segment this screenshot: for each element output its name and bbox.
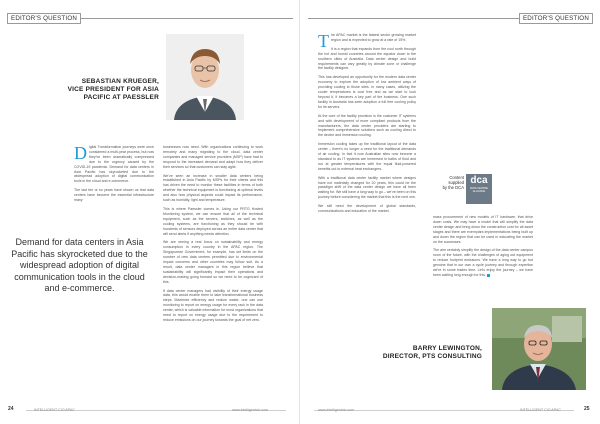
paragraph: With a traditional data center facility market where designs have not materially changed for 20 years, this could be the paradigm shift of the data center design we have all been waiting for. We still have a long way to go – we've been on this journey before considering the market that this is the next one. xyxy=(318,175,416,200)
section-tag: EDITOR'S QUESTION xyxy=(7,13,81,24)
page-number: 24 xyxy=(8,406,14,412)
speaker-name: SEBASTIAN KRUEGER, xyxy=(81,78,159,85)
header-rule xyxy=(308,18,523,19)
header-rule xyxy=(78,18,293,19)
footer-url: www.intelligentcio.com xyxy=(318,408,355,412)
right-page xyxy=(300,0,600,424)
footer-url: www.intelligentcio.com xyxy=(232,408,269,412)
pull-quote: Demand for data centers in Asia Pacific has skyrocketed due to the widespread adoption of digital communication tools in the cloud and e-commerce. xyxy=(11,237,148,293)
dropcap: T xyxy=(318,33,329,51)
speaker-namebox xyxy=(360,345,482,361)
right-column-1 xyxy=(318,33,416,397)
speaker-title-line1: VICE PRESIDENT FOR ASIA xyxy=(67,86,159,93)
speaker-title: DIRECTOR, PTS CONSULTING xyxy=(382,353,482,360)
footer-brand: INTELLIGENT CIO APAC xyxy=(34,408,75,412)
speaker-title-line2: PACIFIC AT PAESSLER xyxy=(83,94,159,101)
speaker-photo xyxy=(492,308,586,390)
speaker-name: BARRY LEWINGTON, xyxy=(412,345,482,352)
left-column-2 xyxy=(163,145,263,397)
right-column-2 xyxy=(433,215,533,315)
paragraph: This has developed an opportunity for the modern data center economy to explore the adoption of low ambient ways of providing cooling to those sites. In many cases, utilizing the cooler temperatures is cost free and as we start to look beyond it, it becomes a key part of the business. One such facility in Australia has seen adoption a full free cooling policy for its servers. xyxy=(318,75,416,109)
paragraph: It is a region that expands from the cool north through the hot and humid countries around the equator down to the southern cities of Australia. Data center design and build requirements can vary greatly by climate zone or challenge the facility designer. xyxy=(318,46,416,71)
paragraph: he APAC market is the fastest sector growing market region and is expected to grow at a rate of 15%. xyxy=(331,33,416,42)
speaker-photo xyxy=(166,34,244,120)
footer-brand: INTELLIGENT CIO APAC xyxy=(520,408,561,412)
left-column-1 xyxy=(74,145,154,235)
badge-line: supplied xyxy=(448,180,464,186)
paragraph: We are seeing a real focus on sustainability and energy consumption in every country in the APAC region. The Singaporean Government, for example, has set limits on the number of new data centers permitted due to environmental impact concerns and other countries may follow suit. As a result, data center managers in this region believe that sustainability will significantly impact their operations and decision-making going forward so we need to be cognizant of this. xyxy=(163,240,263,284)
paragraph: At the core of the facility provision is the customer IT systems and with development of more compliant products from the manufacturers, the data center providers are starting to implement comprehensive solutions such as cooling direct to the device and immersion cooling. xyxy=(318,113,416,138)
content-supplied-badge xyxy=(412,175,464,205)
paragraph: Immersion cooling takes up the traditional layout of the data center – there's no longer a need for the traditional demands of air cooling. In fact it now Australian sites now become a standard to as IT systems are immersed in baths of fluid and run at greater temperatures with the equal fluid-powered benefits out to external heat exchangers. xyxy=(318,142,416,171)
speaker-namebox xyxy=(18,78,159,102)
paragraph: The aim certainly simplify the design of the data center campus room of the future, with the challenges of aging out equipment to reduce footprint emissions. We have a long way to go but genuine that in our own a cycle journey and through expertise we're in some trades time. Let's enjoy the journey – we have been waiting long enough for this. xyxy=(433,248,533,277)
dca-logo xyxy=(466,174,492,204)
paragraph: mass procurement of new models of IT hardware, that drive down costs. We may have a model that will simplify the data center design and bring down the construction cost for all asset stages and there are exemplars implementations being built up and down the region that can be used in educating the market on the successes. xyxy=(433,215,533,244)
paragraph: igital Transformation journeys were once considered a multi-year process, but now they've been dramatically compressed due to the urgency caused by the COVID-19 pandemic. Demand for data centers in Asia Pacific has skyrocketed due to the widespread adoption of digital communication tools in the cloud and e-commerce. xyxy=(74,145,154,184)
page-number: 25 xyxy=(584,406,590,412)
paragraph: businesses now need. With organizations continuing to work remotely and many migrating to the cloud, data center companies and managed service providers (MSP) have had to respond to the increased demand and adapt how they deliver their services so that customers can stay agile. xyxy=(163,145,263,169)
paragraph: This is where Paessler comes in. Using our PRTG Hosted Monitoring system, we can ensure that all of the technical equipment, such as the servers, switches, as well as the cooling systems, are functioning as they should be with hundreds of sensors deployed across an entire data center that will send alerts if anything needs attention. xyxy=(163,206,263,236)
dropcap: D xyxy=(74,145,87,163)
dca-logo-subtext: DATA CENTRE ALLIANCE xyxy=(470,187,488,193)
section-tag: EDITOR'S QUESTION xyxy=(519,13,593,24)
paragraph: We've seen an increase in smaller data centers being established in Asia Pacific by MSPs for their clients and this has driven the need to monitor these facilities in terms of both whether the technical equipment is functioning at optimal levels and also how physical aspects could impact its performance, such as humidity, light and temperature. xyxy=(163,173,263,203)
badge-line: by the DCA xyxy=(442,185,464,191)
paragraph: If data center managers had visibility of their energy usage data, this would enable them to take transformational business steps. Maximize efficiency and reduce waste, one can use monitoring to report on energy usage for every rack in the data center, which is valuable information for most organizations that need to report on energy usage due to the requirement to reduce emissions on our journey towards the goal of net zero. xyxy=(163,288,263,322)
dca-logo-text: dca xyxy=(470,175,488,186)
end-mark-icon xyxy=(487,274,490,277)
paragraph: The last ten or so years have shown us that data centers have become the essential infrastructure many xyxy=(74,188,154,203)
paragraph: We still need the development of global standards, communications and education of the market. xyxy=(318,204,416,214)
badge-line: Content xyxy=(449,175,464,180)
